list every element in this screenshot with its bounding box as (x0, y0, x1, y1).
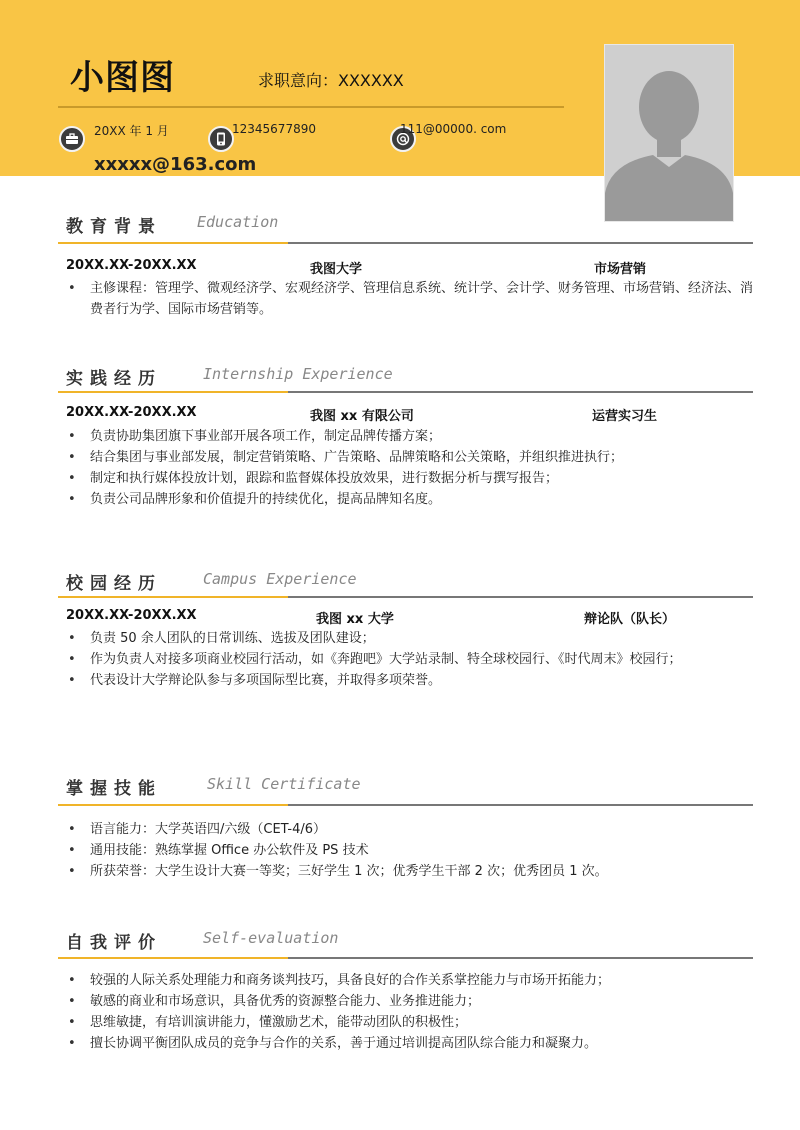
section-title-internship: 实践经历 (66, 369, 162, 389)
list-item: • 语言能力：大学英语四/六级（CET-4/6） (66, 819, 756, 840)
entry-organization: 我图大学 (310, 262, 363, 277)
entry-date: 20XX.XX-20XX.XX (66, 258, 197, 273)
entry-date: 20XX.XX-20XX.XX (66, 405, 197, 420)
profile-photo (604, 44, 734, 222)
section-title-education: 教育背景 (66, 217, 162, 237)
avatar-silhouette (605, 45, 733, 221)
internship-entry (66, 405, 756, 425)
entry-organization: 我图 xx 大学 (316, 612, 394, 627)
entry-role: 运营实习生 (592, 409, 658, 424)
section-subtitle-campus: Campus Experience (203, 570, 357, 588)
phone-icon (208, 126, 234, 152)
list-item: • 代表设计大学辩论队参与多项国际型比赛，并取得多项荣誉。 (66, 670, 756, 691)
birth-date: 20XX 年 1 月 (94, 124, 169, 138)
section-rule (288, 596, 753, 598)
section-rule-accent (58, 391, 288, 393)
entry-date: 20XX.XX-20XX.XX (66, 608, 197, 623)
list-item: • 敏感的商业和市场意识，具备优秀的资源整合能力、业务推进能力； (66, 991, 756, 1012)
list-item: • 较强的人际关系处理能力和商务谈判技巧，具备良好的合作关系掌控能力与市场开拓能力； (66, 970, 756, 991)
list-item: • 负责 50 余人团队的日常训练、选拔及团队建设； (66, 628, 756, 649)
skills-bullets (66, 819, 756, 882)
header-divider (58, 106, 564, 108)
list-item: • 擅长协调平衡团队成员的竞争与合作的关系，善于通过培训提高团队综合能力和凝聚力。 (66, 1033, 756, 1054)
phone-number: 12345677890 (232, 122, 316, 136)
section-subtitle-internship: Internship Experience (203, 365, 393, 383)
list-item: • 通用技能：熟练掌握 Office 办公软件及 PS 技术 (66, 840, 756, 861)
entry-organization: 我图 xx 有限公司 (310, 409, 414, 424)
self-evaluation-bullets (66, 970, 756, 1054)
internship-bullets (66, 426, 756, 510)
list-item: • 主修课程：管理学、微观经济学、宏观经济学、管理信息系统、统计学、会计学、财务管理、市场营销、经济法、消费者行为学、国际市场营销等。 (66, 278, 756, 320)
section-rule (288, 957, 753, 959)
section-rule-accent (58, 242, 288, 244)
section-rule-accent (58, 596, 288, 598)
candidate-name: 小图图 (70, 58, 175, 98)
qq-email: 111@00000. com (400, 122, 507, 136)
education-entry (66, 258, 756, 278)
list-item: • 所获荣誉：大学生设计大赛一等奖；三好学生 1 次；优秀学生干部 2 次；优秀团员 1 次。 (66, 861, 756, 882)
section-subtitle-education: Education (197, 213, 279, 231)
email-address: xxxxx@163.com (94, 154, 257, 175)
list-item: • 制定和执行媒体投放计划，跟踪和监督媒体投放效果，进行数据分析与撰写报告； (66, 468, 756, 489)
section-rule (288, 391, 753, 393)
list-item: • 思维敏捷，有培训演讲能力，懂激励艺术，能带动团队的积极性； (66, 1012, 756, 1033)
section-subtitle-self-evaluation: Self-evaluation (203, 929, 339, 947)
section-subtitle-skills: Skill Certificate (207, 775, 361, 793)
list-item: • 负责协助集团旗下事业部开展各项工作，制定品牌传播方案； (66, 426, 756, 447)
section-rule (288, 804, 753, 806)
section-title-self-evaluation: 自我评价 (66, 933, 162, 953)
campus-bullets (66, 628, 756, 691)
entry-role: 市场营销 (594, 262, 647, 277)
section-title-skills: 掌握技能 (66, 779, 162, 799)
section-rule-accent (58, 957, 288, 959)
section-rule (288, 242, 753, 244)
job-intent: 求职意向：XXXXXX (258, 71, 404, 90)
campus-entry (66, 608, 756, 628)
list-item: • 负责公司品牌形象和价值提升的持续优化，提高品牌知名度。 (66, 489, 756, 510)
section-title-campus: 校园经历 (66, 574, 162, 594)
briefcase-icon (59, 126, 85, 152)
entry-role: 辩论队（队长） (584, 612, 676, 627)
section-rule-accent (58, 804, 288, 806)
list-item: • 结合集团与事业部发展，制定营销策略、广告策略、品牌策略和公关策略，并组织推进执行； (66, 447, 756, 468)
education-bullets (66, 278, 756, 320)
list-item: • 作为负责人对接多项商业校园行活动，如《奔跑吧》大学站录制、特全球校园行、《时代周末》校园行； (66, 649, 756, 670)
